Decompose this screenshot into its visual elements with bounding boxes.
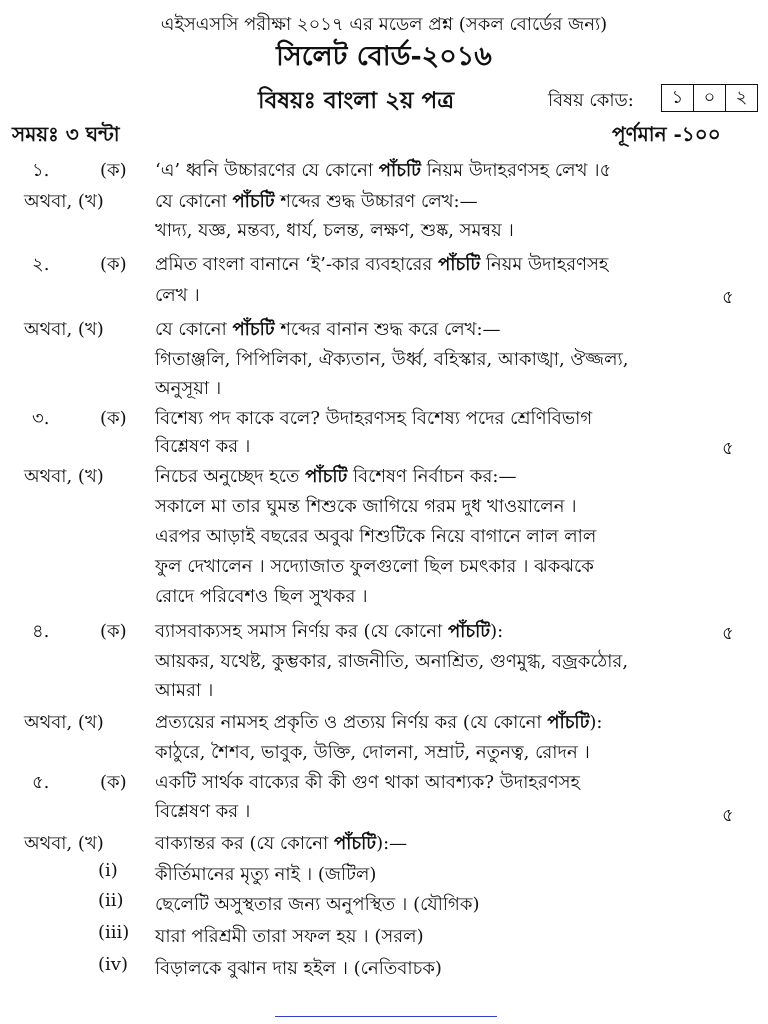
question-text: বিশ্লেষণ কর ।: [155, 801, 251, 822]
sub-item-label: (iv): [98, 954, 128, 975]
word-list: গিতাঞ্জলি, পিপিলিকা, ঐক্যতান, উর্ধ্ব, বহিস্কার, আকাঙ্খা, ঔজ্জল্য,: [155, 349, 629, 370]
code-digit: ২: [735, 87, 748, 108]
sub-item-label: (ii): [98, 890, 124, 911]
code-digit: ০: [694, 85, 726, 111]
word-list: অনুসূয়া ।: [155, 378, 222, 399]
or-label: অথবা, (খ): [24, 319, 104, 340]
marks: ৫: [722, 438, 734, 459]
board-title: সিলেট বোর্ড-২০১৬: [276, 41, 492, 72]
question-text: বিশেষ্য পদ কাকে বলে? উদাহরণসহ বিশেষ্য পদের শ্রেণিবিভাগ: [155, 408, 593, 429]
question-number: ৪.: [32, 621, 50, 642]
code-digit: ১: [662, 85, 694, 111]
full-marks: পূর্ণমান -১০০: [612, 122, 721, 146]
question-number: ৩.: [32, 408, 50, 429]
subject-code-box: [661, 84, 758, 112]
option-label: (ক): [100, 254, 127, 275]
option-label: (ক): [100, 408, 127, 429]
word-list: খাদ্য, যজ্ঞ, মন্তব্য, ধার্য, চলন্ত, লক্ষণ, শুষ্ক, সমন্বয় ।: [155, 220, 514, 241]
sub-item-label: (i): [98, 860, 118, 881]
question-text: প্রত্যয়ের নামসহ প্রকৃতি ও প্রত্যয় নির্ণয় কর (যে কোনো পাঁচটি):: [155, 712, 603, 733]
question-text: ‘এ’ ধ্বনি উচ্চারণের যে কোনো পাঁচটি নিয়ম উদাহরণসহ লেখ ।৫: [155, 160, 612, 181]
question-text: লেখ ।: [155, 285, 200, 306]
marks: ৫: [722, 623, 734, 644]
question-text: বাক্যান্তর কর (যে কোনো পাঁচটি):—: [155, 833, 408, 854]
question-text: যে কোনো পাঁচটি শব্দের শুদ্ধ উচ্চারণ লেখ:—: [155, 191, 478, 212]
option-label: (ক): [100, 621, 127, 642]
sub-item-text: কীর্তিমানের মৃত্যু নাই । (জটিল): [155, 864, 377, 885]
or-label: অথবা, (খ): [24, 712, 104, 733]
exam-time: সময়ঃ ৩ ঘন্টা: [12, 122, 120, 146]
word-list: আমরা ।: [155, 680, 214, 701]
question-number: ৫.: [32, 772, 50, 793]
exam-title-line: এইসএসসি পরীক্ষা ২০১৭ এর মডেল প্রশ্ন (সকল বোর্ডের জন্য): [160, 14, 608, 35]
paragraph-line: রোদে পরিবেশও ছিল সুখকর ।: [155, 586, 368, 607]
marks: ৫: [722, 805, 734, 826]
paragraph-line: সকালে মা তার ঘুমন্ত শিশুকে জাগিয়ে গরম দুধ খাওয়ালেন ।: [155, 496, 577, 517]
question-text: ব্যাসবাক্যসহ সমাস নির্ণয় কর (যে কোনো পাঁচটি):: [155, 621, 504, 642]
or-label: অথবা, (খ): [24, 191, 104, 212]
footer-divider: [275, 1016, 497, 1017]
question-text: নিচের অনুচ্ছেদ হতে পাঁচটি বিশেষণ নির্বাচন কর:—: [155, 466, 517, 487]
marks: ৫: [722, 287, 734, 308]
or-label: অথবা, (খ): [24, 833, 104, 854]
word-list: কাঠুরে, শৈশব, ভাবুক, উক্তি, দোলনা, সম্রাট, নতুনত্ব, রোদন ।: [155, 742, 590, 763]
word-list: আয়কর, যথেষ্ট, কুম্ভকার, রাজনীতি, অনাশ্রিত, গুণমুগ্ধ, বজ্রকঠোর,: [155, 651, 629, 672]
question-number: ২.: [32, 254, 50, 275]
sub-item-label: (iii): [98, 922, 130, 943]
sub-item-text: ছেলেটি অসুস্থতার জন্য অনুপস্থিত । (যৌগিক): [155, 894, 480, 915]
question-text: প্রমিত বাংলা বানানে ‘ই’-কার ব্যবহারের পাঁচটি নিয়ম উদাহরণসহ: [155, 254, 609, 275]
question-text: যে কোনো পাঁচটি শব্দের বানান শুদ্ধ করে লেখ:—: [155, 319, 501, 340]
option-label: (ক): [100, 772, 127, 793]
question-text: একটি সার্থক বাক্যের কী কী গুণ থাকা আবশ্যক? উদাহরণসহ: [155, 772, 580, 793]
sub-item-text: যারা পরিশ্রমী তারা সফল হয় । (সরল): [155, 926, 424, 947]
subject-code-label: বিষয় কোড:: [548, 90, 634, 111]
question-number: ১.: [32, 160, 50, 181]
sub-item-text: বিড়ালকে বুঝান দায় হইল । (নেতিবাচক): [155, 958, 442, 979]
subject-title: বিষয়ঃ বাংলা ২য় পত্র: [258, 87, 455, 114]
option-label: (ক): [100, 160, 127, 181]
or-label: অথবা, (খ): [24, 466, 104, 487]
paragraph-line: এরপর আড়াই বছরের অবুঝ শিশুটিকে নিয়ে বাগানে লাল লাল: [155, 526, 597, 547]
question-text: বিশ্লেষণ কর ।: [155, 436, 251, 457]
paragraph-line: ফুল দেখালেন । সদ্যোজাত ফুলগুলো ছিল চমৎকার । ঝকঝকে: [155, 556, 594, 577]
